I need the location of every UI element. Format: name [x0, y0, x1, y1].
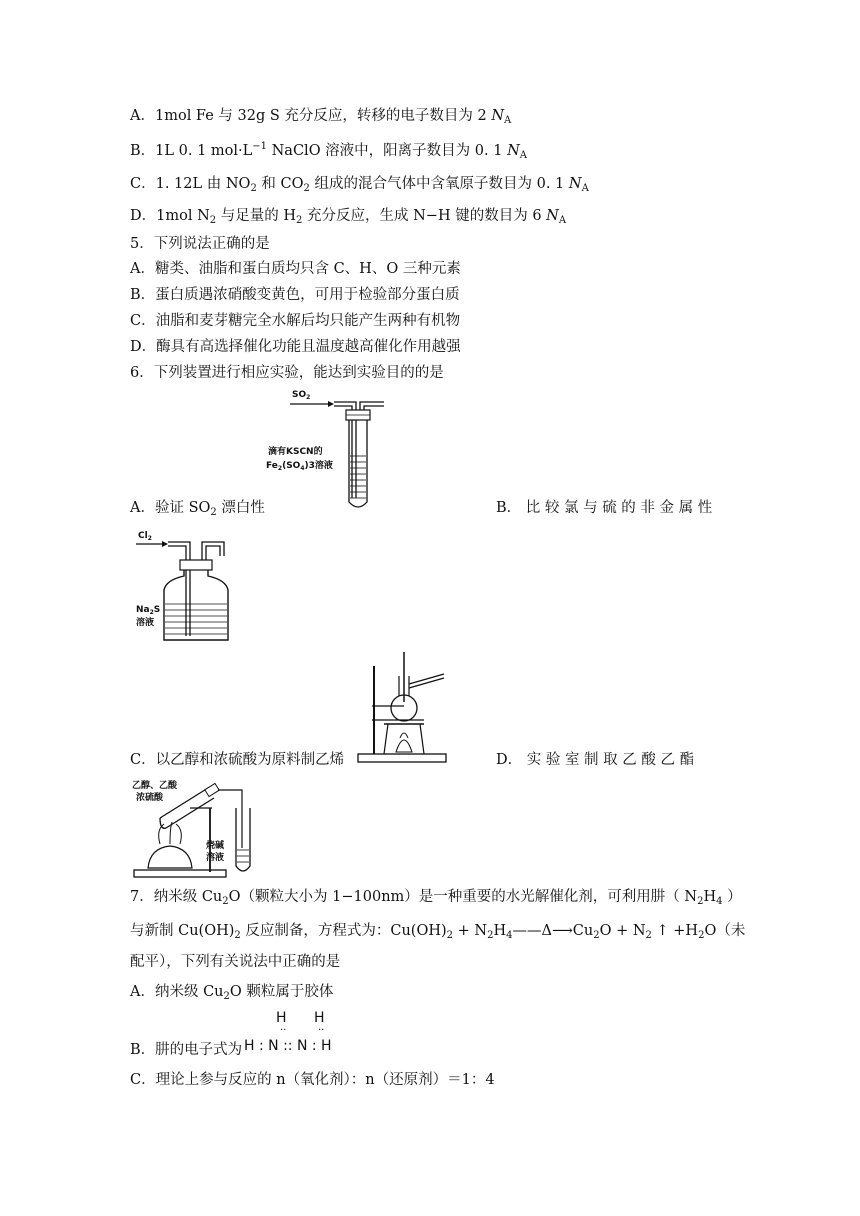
q7-stem-line2: 与新制 $Cu(OH)_2$ 反应制备，方程式为：$Cu(OH)_2$ + $N_2H_4——\Delta⟶Cu_2O + N_2$ ↑ $+H_2O$（未	[130, 923, 746, 941]
svg-text:浓硫酸: 浓硫酸	[136, 793, 164, 803]
q7-option-b: B．肼的电子式为	[130, 1042, 243, 1058]
q7-stem-line1: 7．纳米级 $Cu_2O$（颗粒大小为 1−100nm）是一种重要的水光解催化剂，可利用肼（ $N_2H_4$ ）	[130, 889, 742, 907]
svg-text:Na2S: $Na_2S$	[136, 605, 161, 616]
svg-text:烧碱: 烧碱	[206, 841, 225, 851]
svg-text:Fe2(SO4)3溶液: $Fe_2(SO_4)3$溶液	[266, 461, 333, 472]
svg-text:溶液: 溶液	[136, 618, 155, 628]
figure-b-apparatus	[132, 528, 232, 648]
svg-text:Cl2: $Cl_2$	[138, 531, 152, 542]
q6-stem: 6．下列装置进行相应实验，能达到实验目的的是	[130, 365, 444, 381]
q4-option-c: C．1. 12L 由 $NO_2$ 和 $CO_2$ 组成的混合气体中含氧原子数目为 0. 1 $N_A$	[130, 176, 589, 194]
q4-option-b: B．1L 0. 1 $mol\cdot L^{-1}$ NaClO 溶液中，阳离子数目为 0. 1 $N_A$	[130, 141, 527, 161]
figure-d-apparatus	[130, 778, 278, 880]
q4-option-a: A．1mol Fe 与 32g S 充分反应，转移的电子数目为 2 $N_A$	[130, 108, 512, 126]
q6-option-d: D． 实 验 室 制 取 乙 酸 乙 酯	[496, 752, 695, 768]
q7-option-a: A．纳米级 $Cu_2O$ 颗粒属于胶体	[130, 984, 334, 1002]
svg-text:乙醇、乙酸: 乙醇、乙酸	[132, 781, 178, 791]
q6-option-b: B． 比 较 氯 与 硫 的 非 金 属 性	[496, 500, 713, 516]
q5-option-d: D．酶具有高选择催化功能且温度越高催化作用越强	[130, 339, 461, 355]
q5-stem: 5．下列说法正确的是	[130, 236, 270, 252]
svg-text:溶液: 溶液	[206, 853, 225, 863]
q7-stem-line3: 配平），下列有关说法中正确的是	[130, 954, 341, 970]
figure-c-apparatus	[354, 648, 450, 766]
svg-text:SO2: $SO_2$	[292, 390, 311, 401]
q6-option-a: A．验证 $SO_2$ 漂白性	[130, 500, 265, 518]
svg-text:滴有KSCN的: 滴有KSCN的	[268, 447, 323, 457]
figure-a-apparatus	[262, 386, 392, 512]
q4-option-d: D．1mol $N_2$ 与足量的 $H_2$ 充分反应，生成 N−H 键的数目为 6 $N_A$	[130, 208, 567, 226]
reaction-arrow: ——Δ⟶	[512, 923, 573, 939]
hydrazine-electron-formula: H H ·· ·· H : N :: N : H	[244, 1010, 332, 1054]
q6-option-c: C．以乙醇和浓硫酸为原料制乙烯	[130, 752, 345, 768]
q5-option-a: A．糖类、油脂和蛋白质均只含 C、H、O 三种元素	[130, 261, 461, 277]
q5-option-b: B．蛋白质遇浓硝酸变黄色，可用于检验部分蛋白质	[130, 287, 460, 303]
q7-option-c: C．理论上参与反应的 n（氧化剂）：n（还原剂）＝1：4	[130, 1072, 495, 1088]
q5-option-c: C．油脂和麦芽糖完全水解后均只能产生两种有机物	[130, 313, 461, 329]
